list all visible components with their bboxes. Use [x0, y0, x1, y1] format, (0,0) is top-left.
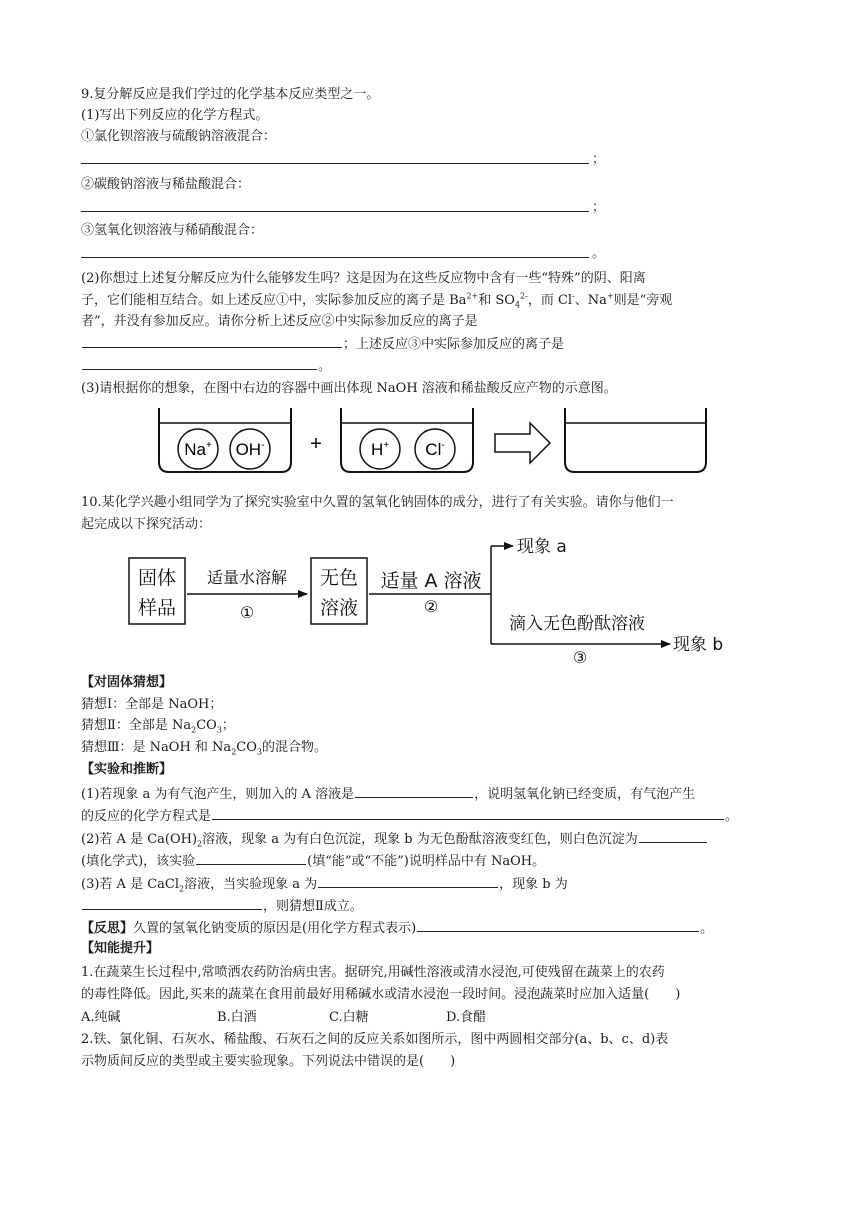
boost-heading: 【知能提升】: [81, 941, 160, 956]
text-span: 、Na: [574, 293, 607, 308]
plus-sign: +: [310, 433, 322, 455]
text-span: 。: [700, 921, 714, 936]
subscript: 3: [216, 725, 222, 735]
option-a[interactable]: A.纯碱: [81, 1010, 121, 1025]
text-span: 和 SO: [478, 293, 515, 308]
outcome-b: 现象 b: [673, 635, 724, 655]
answer-blank-precipitate[interactable]: [639, 829, 707, 843]
text-span: ，则猜想Ⅱ成立。: [263, 899, 363, 914]
option-d[interactable]: D.食醋: [446, 1010, 487, 1025]
box2-line1: 无色: [319, 567, 359, 589]
exp3-line2: [81, 896, 363, 916]
answer-blank-phenomenon-a[interactable]: [318, 874, 498, 888]
text-span: (填化学式)，该实验: [81, 854, 196, 869]
option-b[interactable]: B.白酒: [217, 1010, 257, 1025]
text-span: 久置的氢氧化钠变质的原因是(用化学方程式表示): [133, 921, 417, 936]
text-span: ；: [221, 718, 235, 733]
text-span: (1)若现象 a 为有气泡产生，则加入的 A 溶液是: [81, 787, 355, 802]
q9-reaction1-prompt: ①氯化钡溶液与硫酸钠溶液混合：: [81, 129, 277, 144]
q9-reaction3-prompt: ③氢氧化钡溶液与稀硝酸混合：: [81, 223, 264, 238]
superscript: +: [606, 291, 614, 301]
boost-q1-line1: 1.在蔬菜生长过程中,常喷洒农药防治病虫害。据研究,用碱性溶液或清水浸泡,可使残留在蔬菜上的农药: [81, 965, 665, 980]
exp1-line1: [81, 784, 695, 804]
subscript: 2: [191, 725, 197, 735]
subscript: 3: [256, 747, 262, 757]
subscript: 4: [514, 300, 521, 310]
q9-answer-blank-2[interactable]: [81, 211, 589, 212]
answer-blank-phenomenon-b[interactable]: [82, 896, 262, 910]
q9-answer-blank-1[interactable]: [81, 163, 589, 164]
boost-q2-line1: 2.铁、氯化铜、石灰水、稀盐酸、石灰石之间的反应关系如图所示，图中两圆相交部分(a、b、c、d)表: [81, 1032, 669, 1047]
exp1-line2: [81, 806, 738, 826]
text-span: (3)若 A 是 CaCl: [81, 877, 180, 892]
text-span: 猜想Ⅲ：是 NaOH 和 Na: [81, 740, 232, 755]
exp2-line1: [81, 829, 708, 849]
superscript: 2+: [466, 291, 479, 301]
q9-part1: (1)写出下列反应的化学方程式。: [81, 108, 269, 123]
text-span: 子，它们能相互结合。如上述反应①中，实际参加反应的离子是 Ba: [81, 293, 467, 308]
q9-answer-blank-3[interactable]: [81, 257, 589, 258]
q9-part3: (3)请根据你的想象，在图中右边的容器中画出体现 NaOH 溶液和稀盐酸反应产物的示意图。: [81, 381, 617, 396]
answer-blank-a-solution[interactable]: [355, 784, 473, 798]
subscript: 2: [231, 747, 237, 757]
box2-line2: 溶液: [319, 597, 359, 619]
text-span: 溶液，当实验现象 a 为: [184, 877, 318, 892]
q9-part2-line5: [81, 356, 331, 376]
step3-number: ③: [572, 648, 588, 667]
guess-3: [81, 739, 327, 757]
step2-label: 适量 A 溶液: [380, 570, 482, 592]
reflection-line: [81, 918, 713, 938]
experiment-flowchart: [125, 528, 750, 670]
boost-q1-line2: 的毒性降低。因此,买来的蔬菜在食用前最好用稀碱水或清水浸泡一段时间。浸泡蔬菜时应加入适量( ): [81, 987, 681, 1002]
step3-label: 滴入无色酚酞溶液: [509, 614, 645, 634]
q9-ions-blank-3[interactable]: [82, 356, 317, 370]
guess-heading: 【对固体猜想】: [81, 675, 173, 690]
text-span: 溶液，现象 a 为有白色沉淀，现象 b 为无色酚酞溶液变红色，则白色沉淀为: [202, 832, 638, 847]
q9-semicolon-2: ；: [592, 200, 606, 215]
q9-title: 9.复分解反应是我们学过的化学基本反应类型之一。: [81, 87, 380, 102]
box1-line2: 样品: [137, 597, 177, 619]
step1-label: 适量水溶解: [206, 568, 288, 587]
subscript: 2: [179, 884, 185, 894]
text-span: 猜想Ⅱ：全部是 Na: [81, 718, 192, 733]
beaker-product-empty[interactable]: [565, 408, 706, 472]
q9-part2-line1: (2)你想过上述复分解反应为什么能够发生吗？这是因为在这些反应物中含有一些“特殊”的阴、阳离: [81, 271, 646, 286]
text-span: ，说明氢氧化钠已经变质，有气泡产生: [474, 787, 696, 802]
answer-blank-can-or-not[interactable]: [196, 851, 306, 865]
q9-part2-line3: 者”，并没有参加反应。请你分析上述反应②中实际参加反应的离子是: [81, 314, 478, 329]
exp3-line1: [81, 874, 568, 894]
text-span: 。: [725, 809, 739, 824]
reflection-heading: 【反思】: [81, 921, 134, 936]
guess-2: [81, 717, 235, 735]
beaker-hcl: [341, 408, 473, 472]
oh-ion-label: OH-: [235, 440, 265, 459]
text-span: ；上述反应③中实际参加反应的离子是: [343, 337, 565, 352]
text-span: 的混合物。: [261, 740, 327, 755]
beaker-naoh: [159, 408, 291, 472]
q9-ions-blank-2[interactable]: [82, 334, 342, 348]
h-ion-label: H+: [370, 440, 390, 459]
answer-blank-reflection[interactable]: [417, 918, 699, 932]
q9-period-3: 。: [592, 246, 606, 261]
answer-blank-equation[interactable]: [212, 806, 724, 820]
step2-number: ②: [423, 597, 439, 616]
option-c[interactable]: C.白糖: [329, 1010, 369, 1025]
text-span: ，而 Cl: [527, 293, 573, 308]
exp2-line2: [81, 851, 545, 871]
outcome-a: 现象 a: [517, 537, 567, 557]
q9-semicolon-1: ；: [592, 152, 606, 167]
q10-intro-line1: 10.某化学兴趣小组同学为了探究实验室中久置的氢氧化钠固体的成分，进行了有关实验。请你与他们一: [81, 495, 674, 510]
text-span: (2)若 A 是 Ca(OH): [81, 832, 198, 847]
step1-number: ①: [239, 603, 255, 622]
guess-1: 猜想Ⅰ：全部是 NaOH；: [81, 697, 223, 712]
text-span: 。: [318, 359, 332, 374]
arrow-right-icon: [495, 423, 550, 463]
q9-part2-line2: [81, 292, 672, 310]
cl-ion-label: Cl-: [425, 440, 445, 459]
text-span: 则是“旁观: [613, 293, 673, 308]
text-span: 的反应的化学方程式是: [81, 809, 212, 824]
q10-intro-line2: 起完成以下探究活动：: [81, 517, 212, 532]
q9-part2-line4: [81, 334, 564, 354]
text-span: CO: [236, 740, 257, 755]
na-ion-label: Na+: [184, 440, 212, 459]
text-span: CO: [196, 718, 217, 733]
q9-reaction2-prompt: ②碳酸钠溶液与稀盐酸混合：: [81, 177, 251, 192]
superscript: 2-: [520, 291, 528, 301]
text-span: ，现象 b 为: [499, 877, 568, 892]
subscript: 2: [197, 839, 203, 849]
box1-line1: 固体: [137, 567, 177, 589]
boost-q2-line2: 示物质间反应的类型或主要实验现象。下列说法中错误的是( ): [81, 1054, 456, 1069]
superscript: -: [572, 291, 575, 301]
text-span: (填“能”或“不能”)说明样品中有 NaOH。: [307, 854, 546, 869]
ion-reaction-diagram: [150, 402, 710, 482]
experiment-heading: 【实验和推断】: [81, 762, 173, 777]
